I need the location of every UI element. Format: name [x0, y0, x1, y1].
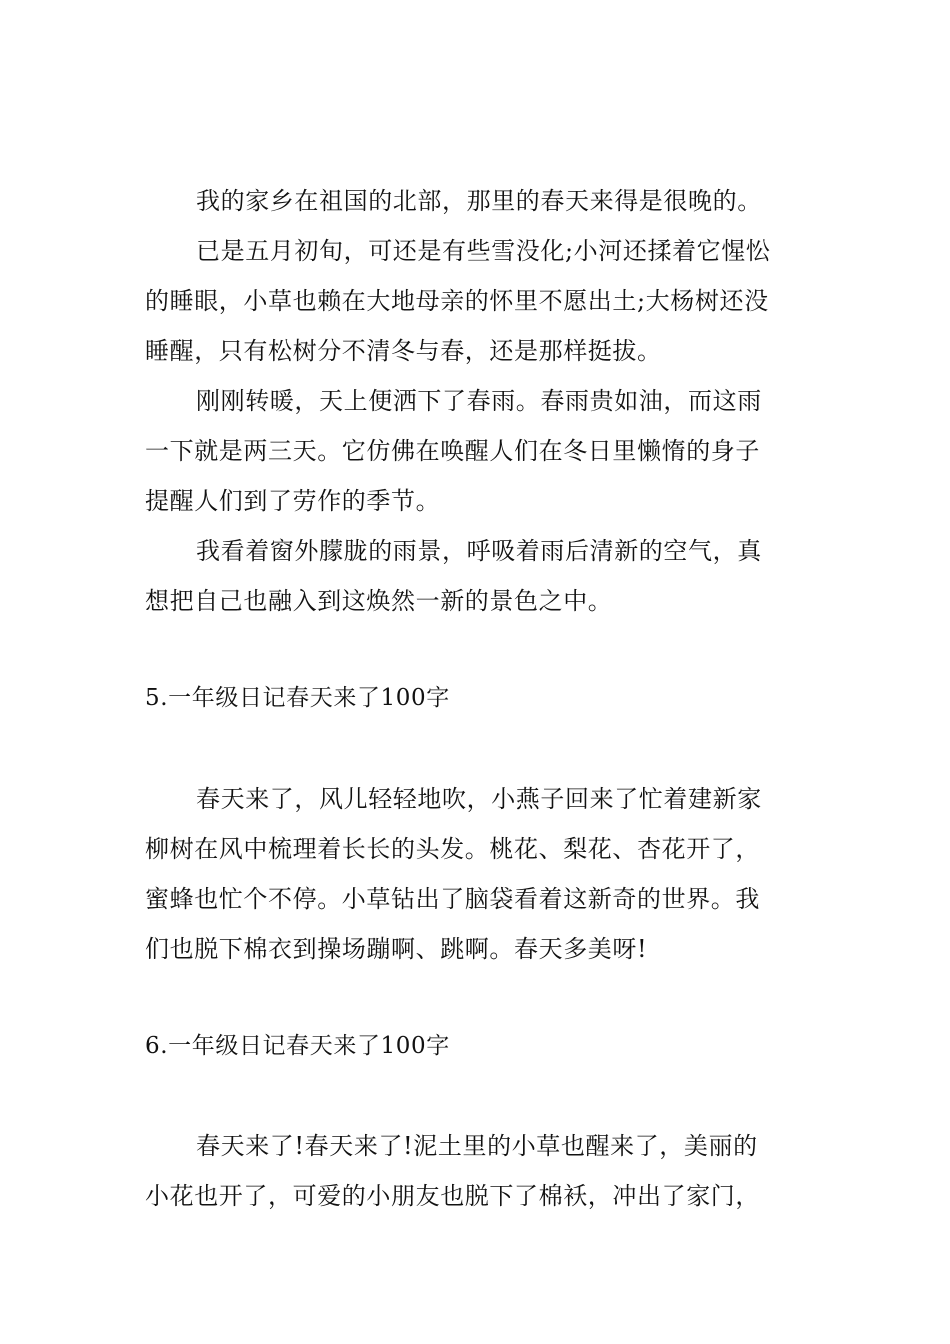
paragraph-line: 春天来了!春天来了!泥土里的小草也醒来了，美丽的 [196, 1132, 758, 1160]
paragraph-line: 我的家乡在祖国的北部，那里的春天来得是很晚的。 [196, 187, 762, 215]
section-heading: 6.一年级日记春天来了100字 [145, 1033, 450, 1059]
paragraph-line: 睡醒，只有松树分不清冬与春，还是那样挺拔。 [145, 337, 662, 365]
paragraph-line: 刚刚转暖，天上便洒下了春雨。春雨贵如油，而这雨 [196, 387, 762, 415]
paragraph-line: 们也脱下棉衣到操场蹦啊、跳啊。春天多美呀! [145, 935, 648, 963]
paragraph-line: 想把自己也融入到这焕然一新的景色之中。 [145, 587, 613, 615]
paragraph-line: 小花也开了，可爱的小朋友也脱下了棉袄，冲出了家门， [145, 1182, 760, 1210]
paragraph-line: 提醒人们到了劳作的季节。 [145, 487, 441, 515]
paragraph-line: 一下就是两三天。它仿佛在唤醒人们在冬日里懒惰的身子 [145, 437, 760, 465]
paragraph-line: 的睡眼，小草也赖在大地母亲的怀里不愿出土;大杨树还没 [145, 287, 769, 315]
section-heading: 5.一年级日记春天来了100字 [145, 685, 450, 711]
paragraph-line: 我看着窗外朦胧的雨景，呼吸着雨后清新的空气，真 [196, 537, 762, 565]
paragraph-line: 柳树在风中梳理着长长的头发。桃花、梨花、杏花开了， [145, 835, 760, 863]
paragraph-line: 春天来了，风儿轻轻地吹，小燕子回来了忙着建新家 [196, 785, 762, 813]
paragraph-line: 已是五月初旬，可还是有些雪没化;小河还揉着它惺忪 [196, 237, 771, 265]
paragraph-line: 蜜蜂也忙个不停。小草钻出了脑袋看着这新奇的世界。我 [145, 885, 760, 913]
